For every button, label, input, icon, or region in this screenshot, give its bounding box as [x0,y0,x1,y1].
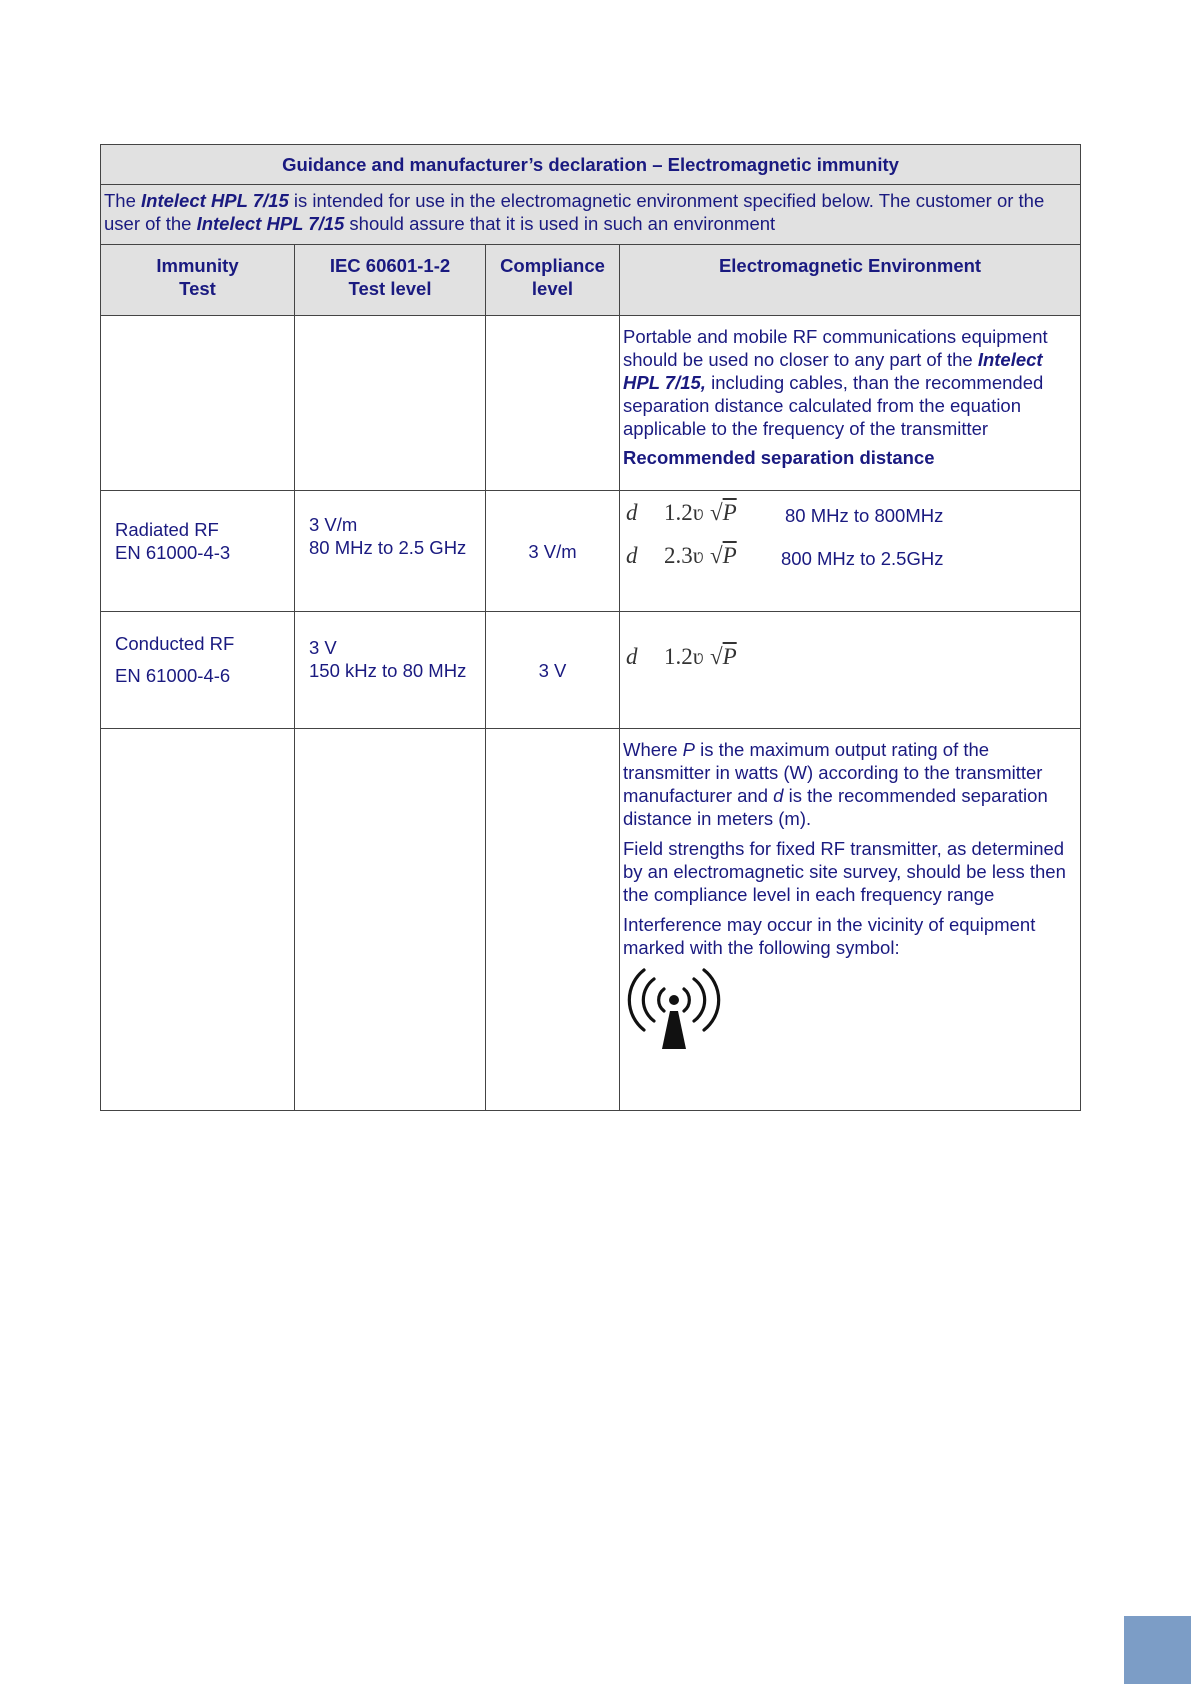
conducted-test-cell [101,612,295,729]
env-text-1: Portable and mobile RF communications equipment should be used no closer to any part of the [623,326,1048,370]
formula-p: P [722,543,737,568]
env-description-cell [620,316,1081,491]
formula-line-1 [620,493,1080,533]
sqrt-symbol: √ [710,644,723,669]
header-line: Test level [348,278,432,299]
table-row-intro-env [101,316,1081,491]
empty-cell [101,729,295,1111]
header-row [101,245,1081,316]
header-line: level [531,278,574,299]
table-row-conducted-rf [101,612,1081,729]
intro-text [101,185,1081,245]
conducted-test-name: Conducted RF [115,633,235,654]
formula-line-2 [620,536,1080,576]
empty-cell [101,316,295,491]
page-tab-marker [1124,1616,1191,1684]
intro-part-1: The [104,190,142,211]
conducted-level-value: 3 V [309,637,337,658]
radiated-level-cell [295,491,486,612]
radiated-compliance: 3 V/m [486,491,620,612]
formula-sqrt-p [710,544,737,567]
formula-coefficient: 2.3ʋ [664,543,704,568]
intro-part-3: should assure that it is used in such an environment [344,213,776,234]
conducted-formula-cell [620,612,1081,729]
radiated-level-value: 3 V/m [309,514,358,535]
sqrt-symbol: √ [710,543,723,568]
formula-frequency-range: 80 MHz to 800MHz [785,505,944,526]
formula-p: P [722,500,737,525]
product-name: Intelect HPL 7/15 [196,213,345,234]
non-ionizing-radiation-icon [626,967,1076,1058]
header-line: Electromagnetic Environment [718,255,982,276]
intro-row [101,185,1081,245]
formula-d: d [626,500,638,525]
header-compliance-level [486,245,620,316]
formula-p: P [722,644,737,669]
table-row-notes [101,729,1081,1111]
conducted-level-cell [295,612,486,729]
empty-cell [295,316,486,491]
formula-d: d [626,543,638,568]
conducted-compliance: 3 V [486,612,620,729]
sqrt-symbol: √ [710,500,723,525]
table-row-radiated-rf [101,491,1081,612]
note-power-definition [623,738,1076,830]
formula-sqrt-p [710,501,737,524]
header-line: Compliance [500,255,605,276]
header-electromagnetic-environment [620,245,1081,316]
product-name: Intelect HPL 7/15, [623,349,1043,393]
radiated-test-name: Radiated RF [115,519,219,540]
note-text: Where [623,739,683,760]
conducted-level-range: 150 kHz to 80 MHz [309,660,467,681]
emc-immunity-table [100,144,1081,1111]
empty-cell [486,316,620,491]
recommended-distance-heading: Recommended separation distance [623,447,935,468]
note-field-strengths: Field strengths for fixed RF transmitter, as determined by an electromagnetic site survey, should be less then the compliance level in each frequency range [623,838,1066,905]
formula-coefficient: 1.2ʋ [664,644,704,669]
intro-part-2: is intended for use in the electromagnetic environment specified below. The customer or the user of the [104,190,1045,234]
note-interference: Interference may occur in the vicinity of equipment marked with the following symbol: [623,914,1036,958]
formula-sqrt-p [710,645,737,668]
table-title: Guidance and manufacturer’s declaration – Electromagnetic immunity [101,145,1081,185]
conducted-test-standard: EN 61000-4-6 [115,665,231,686]
radiated-test-cell [101,491,295,612]
header-line: Immunity [156,255,239,276]
header-iec-test-level [295,245,486,316]
header-line: IEC 60601-1-2 [329,255,451,276]
formula-frequency-range: 800 MHz to 2.5GHz [781,548,944,569]
product-name: Intelect HPL 7/15 [141,190,289,211]
note-var-d: d [773,785,784,806]
notes-cell [620,729,1081,1111]
radiated-level-range: 80 MHz to 2.5 GHz [309,537,467,558]
env-description [623,325,1076,440]
empty-cell [295,729,486,1111]
env-text-2: including cables, than the recommended separation distance calculated from the equation applicable to the frequency of the transmitter [623,372,1044,439]
empty-cell [486,729,620,1111]
title-row [101,145,1081,185]
note-text: is the maximum output rating of the transmitter in watts (W) according to the transmitter manufacturer and [623,739,1043,806]
radiated-test-standard: EN 61000-4-3 [115,542,231,563]
header-immunity-test [101,245,295,316]
radiation-symbol-svg [626,967,722,1053]
note-var-p: P [682,739,695,760]
formula-line [620,637,1080,677]
note-text: is the recommended separation distance in meters (m). [623,785,1048,829]
radiated-formula-cell [620,491,1081,612]
formula-d: d [626,644,638,669]
formula-coefficient: 1.2ʋ [664,500,704,525]
header-line: Test [179,278,216,299]
